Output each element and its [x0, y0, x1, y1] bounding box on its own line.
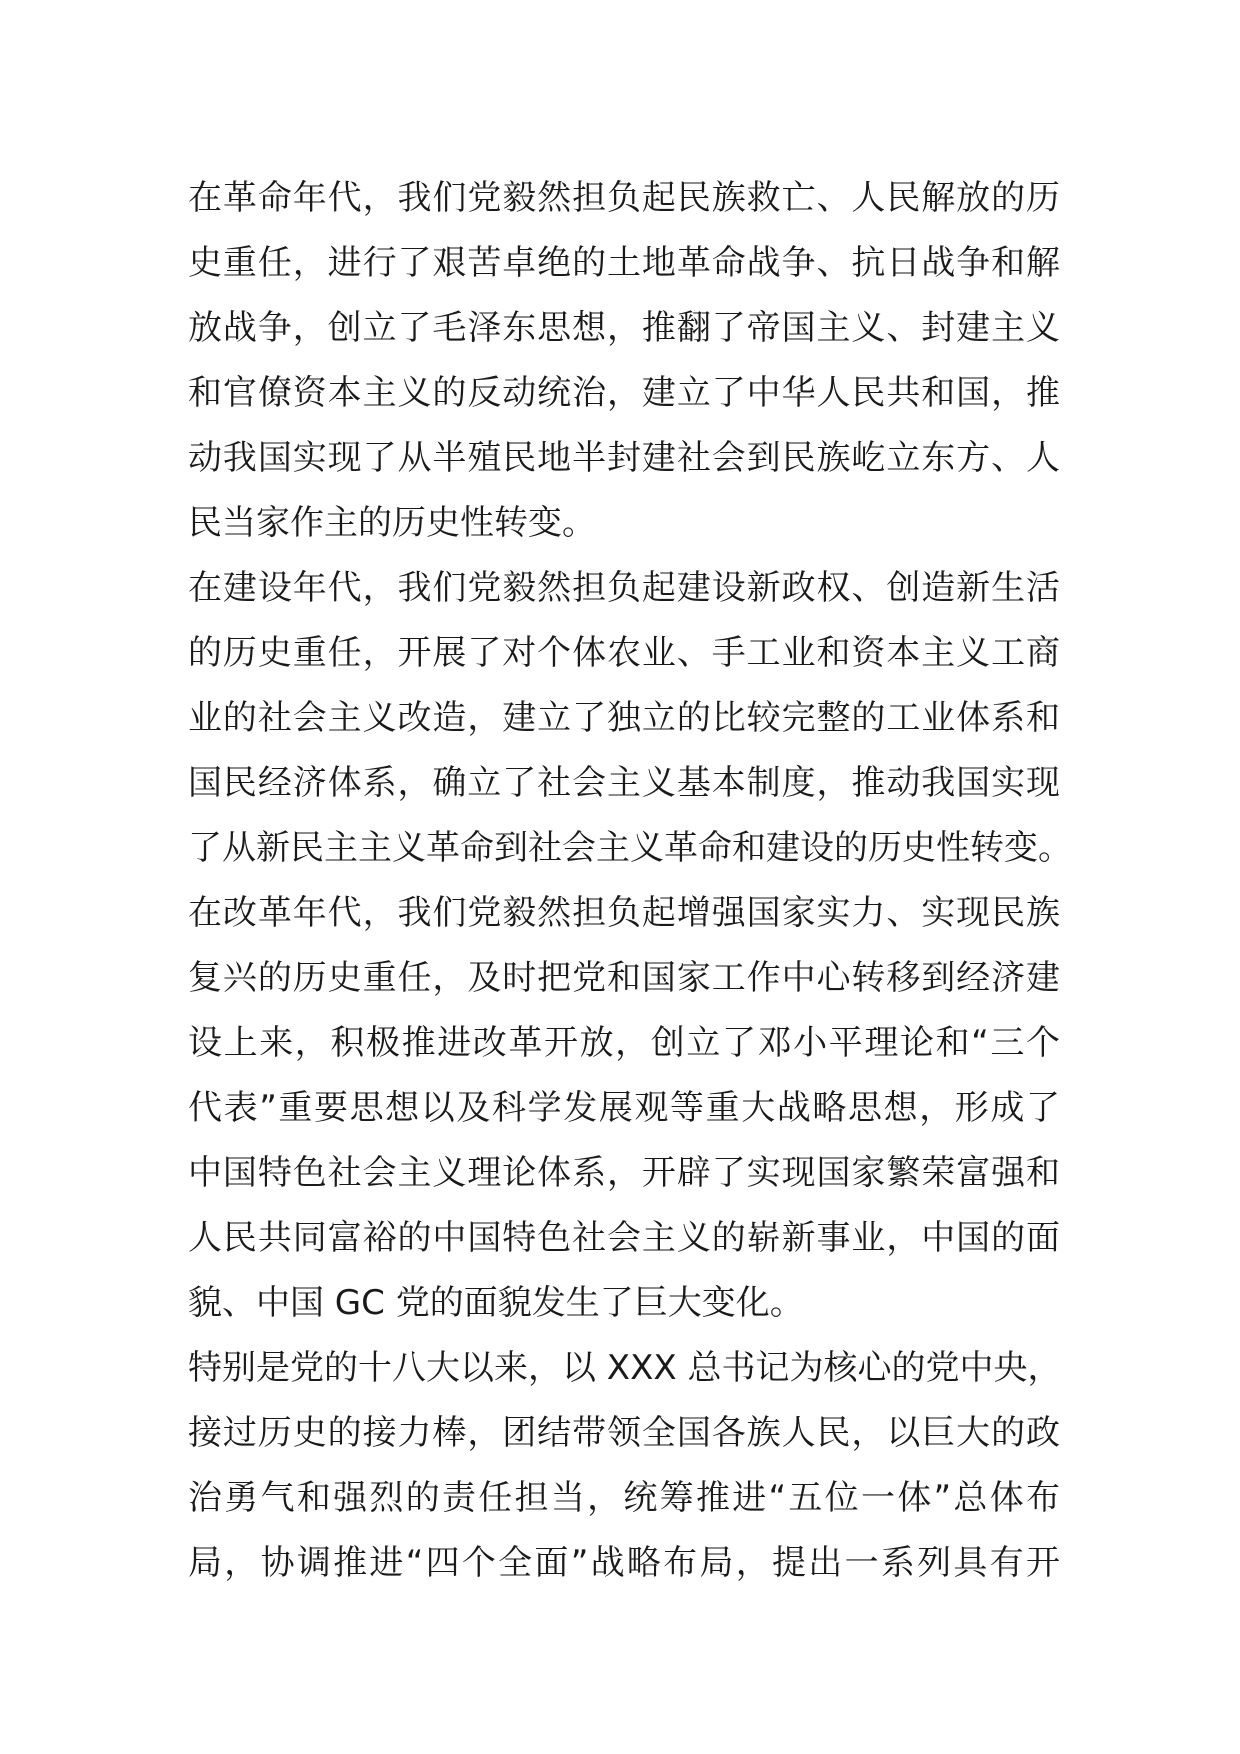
paragraph-1-line: 和官僚资本主义的反动统治，建立了中华人民共和国，推 [188, 373, 1060, 413]
paragraph-4-line: 特别是党的十八大以来，以 XXX 总书记为核心的党中央， [188, 1348, 1062, 1388]
paragraph-2-line: 了从新民主主义革命到社会主义革命和建设的历史性转变。 [188, 828, 1072, 868]
paragraph-4-line: 接过历史的接力棒，团结带领全国各族人民，以巨大的政 [188, 1413, 1060, 1453]
paragraph-3-line: 复兴的历史重任，及时把党和国家工作中心转移到经济建 [188, 958, 1060, 998]
paragraph-3-line: 貌、中国 GC 党的面貌发生了巨大变化。 [188, 1283, 804, 1323]
paragraph-2-line: 国民经济体系，确立了社会主义基本制度，推动我国实现 [188, 763, 1060, 803]
paragraph-2-line: 的历史重任，开展了对个体农业、手工业和资本主义工商 [188, 633, 1060, 673]
paragraph-1-line: 民当家作主的历史性转变。 [188, 503, 596, 543]
paragraph-2-line: 业的社会主义改造，建立了独立的比较完整的工业体系和 [188, 698, 1060, 738]
body-text [188, 166, 1072, 1596]
paragraph-3-line: 设上来，积极推进改革开放，创立了邓小平理论和“三个 [188, 1023, 1060, 1063]
paragraph-3-line: 人民共同富裕的中国特色社会主义的崭新事业，中国的面 [188, 1218, 1060, 1258]
paragraph-3-line: 在改革年代，我们党毅然担负起增强国家实力、实现民族 [188, 893, 1060, 933]
paragraph-1-line: 史重任，进行了艰苦卓绝的土地革命战争、抗日战争和解 [188, 243, 1060, 283]
paragraph-3-line: 中国特色社会主义理论体系，开辟了实现国家繁荣富强和 [188, 1153, 1060, 1193]
paragraph-1-line: 放战争，创立了毛泽东思想，推翻了帝国主义、封建主义 [188, 308, 1060, 348]
paragraph-2-line: 在建设年代，我们党毅然担负起建设新政权、创造新生活 [188, 568, 1060, 608]
paragraph-4-line: 局，协调推进“四个全面”战略布局，提出一系列具有开 [188, 1543, 1060, 1583]
paragraph-1-line: 在革命年代，我们党毅然担负起民族救亡、人民解放的历 [188, 178, 1060, 218]
paragraph-3-line: 代表”重要思想以及科学发展观等重大战略思想，形成了 [188, 1088, 1060, 1128]
paragraph-4-line: 治勇气和强烈的责任担当，统筹推进“五位一体”总体布 [188, 1478, 1060, 1518]
paragraph-1-line: 动我国实现了从半殖民地半封建社会到民族屹立东方、人 [188, 438, 1060, 478]
